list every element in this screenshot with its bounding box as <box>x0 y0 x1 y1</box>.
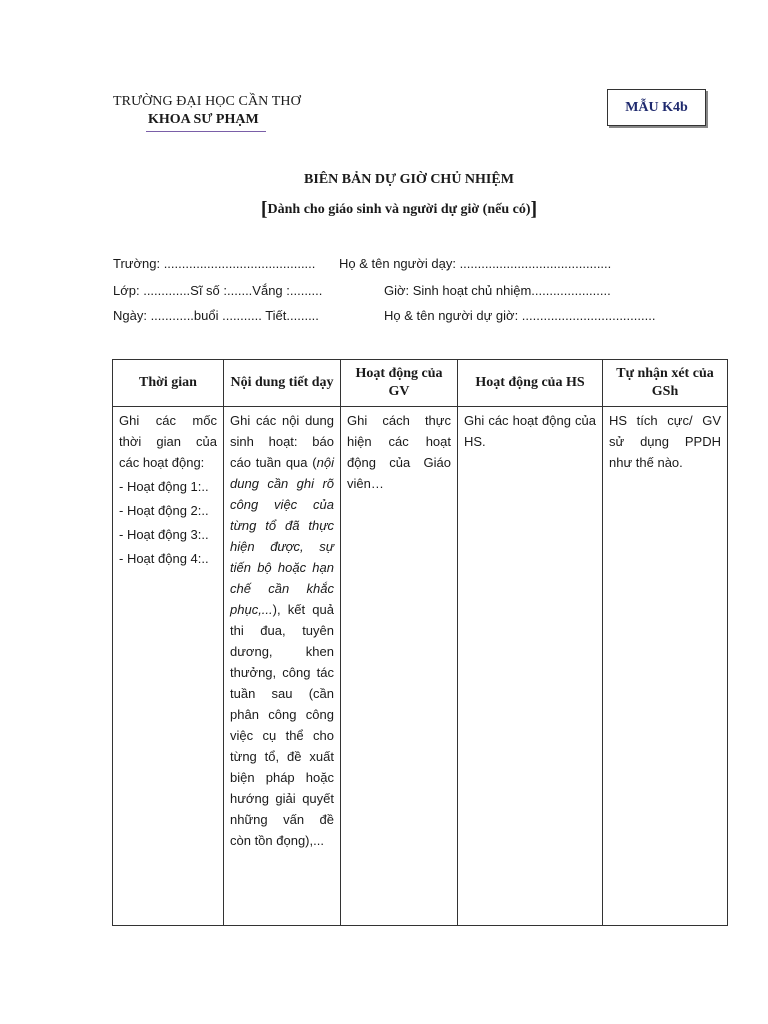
table-row <box>113 407 728 926</box>
content-text-1: Ghi các nội dung sinh hoạt: báo cáo tuần qua ( <box>230 413 334 470</box>
field-lop: Lớp: .............Sĩ số :.......Vắng :......... <box>113 283 323 298</box>
field-ho-ten-nguoi-du-gio: Họ & tên người dự giờ: ..................................... <box>384 308 656 323</box>
cell-hoat-dong-gv: Ghi cách thực hiện các hoạt động của Giáo viên… <box>341 407 458 926</box>
cell-thoi-gian <box>113 407 224 926</box>
time-intro: Ghi các mốc thời gian của các hoạt động: <box>119 413 217 470</box>
field-ngay: Ngày: ............buổi ........... Tiết......... <box>113 308 319 323</box>
header-thoi-gian: Thời gian <box>113 360 224 407</box>
faculty-name: KHOA SƯ PHẠM <box>148 112 259 127</box>
time-item-2: - Hoạt động 2:.. <box>119 503 209 518</box>
time-item-3: - Hoạt động 3:.. <box>119 527 209 542</box>
field-ho-ten-nguoi-day: Họ & tên người dạy: .......................................... <box>339 256 612 271</box>
document-subtitle <box>0 198 768 221</box>
header-tu-nhan-xet: Tự nhận xét của GSh <box>603 360 728 407</box>
cell-tu-nhan-xet: HS tích cực/ GV sử dụng PPDH như thế nào. <box>603 407 728 926</box>
content-text-2: ), kết quả thi đua, tuyên dương, khen thưởng, công tác tuần sau (cần phân công công việc cụ thể cho từng tổ, đề xuất biện pháp hoặc hướng giải quyết những vấn đề còn tồn đọng),... <box>230 602 334 848</box>
school-name: TRƯỜNG ĐẠI HỌC CẦN THƠ <box>113 94 301 109</box>
document-title: BIÊN BẢN DỰ GIỜ CHỦ NHIỆM <box>304 172 514 187</box>
field-gio: Giờ: Sinh hoạt chủ nhiệm...................... <box>384 283 611 298</box>
subtitle-close-bracket: ] <box>530 198 538 220</box>
subtitle-text: Dành cho giáo sinh và người dự giờ (nếu có) <box>267 202 531 217</box>
faculty-underline <box>146 131 266 132</box>
subtitle-open-bracket: [ <box>260 198 268 220</box>
header-hoat-dong-hs: Hoạt động của HS <box>458 360 603 407</box>
time-item-4: - Hoạt động 4:.. <box>119 551 209 566</box>
observation-table <box>112 359 728 926</box>
cell-hoat-dong-hs: Ghi các hoạt động của HS. <box>458 407 603 926</box>
content-text-italic: nội dung cần ghi rõ công việc của từng tổ đã thực hiện được, sự tiến bộ hoặc hạn chế cần khắc phục,... <box>230 455 334 617</box>
form-code-box <box>607 89 706 126</box>
time-item-1: - Hoạt động 1:.. <box>119 479 209 494</box>
cell-noi-dung <box>224 407 341 926</box>
field-truong: Trường: .......................................... <box>113 256 316 271</box>
form-code-label: MẪU K4b <box>625 99 688 115</box>
header-noi-dung: Nội dung tiết dạy <box>224 360 341 407</box>
table-header-row <box>113 360 728 407</box>
header-hoat-dong-gv: Hoạt động của GV <box>341 360 458 407</box>
